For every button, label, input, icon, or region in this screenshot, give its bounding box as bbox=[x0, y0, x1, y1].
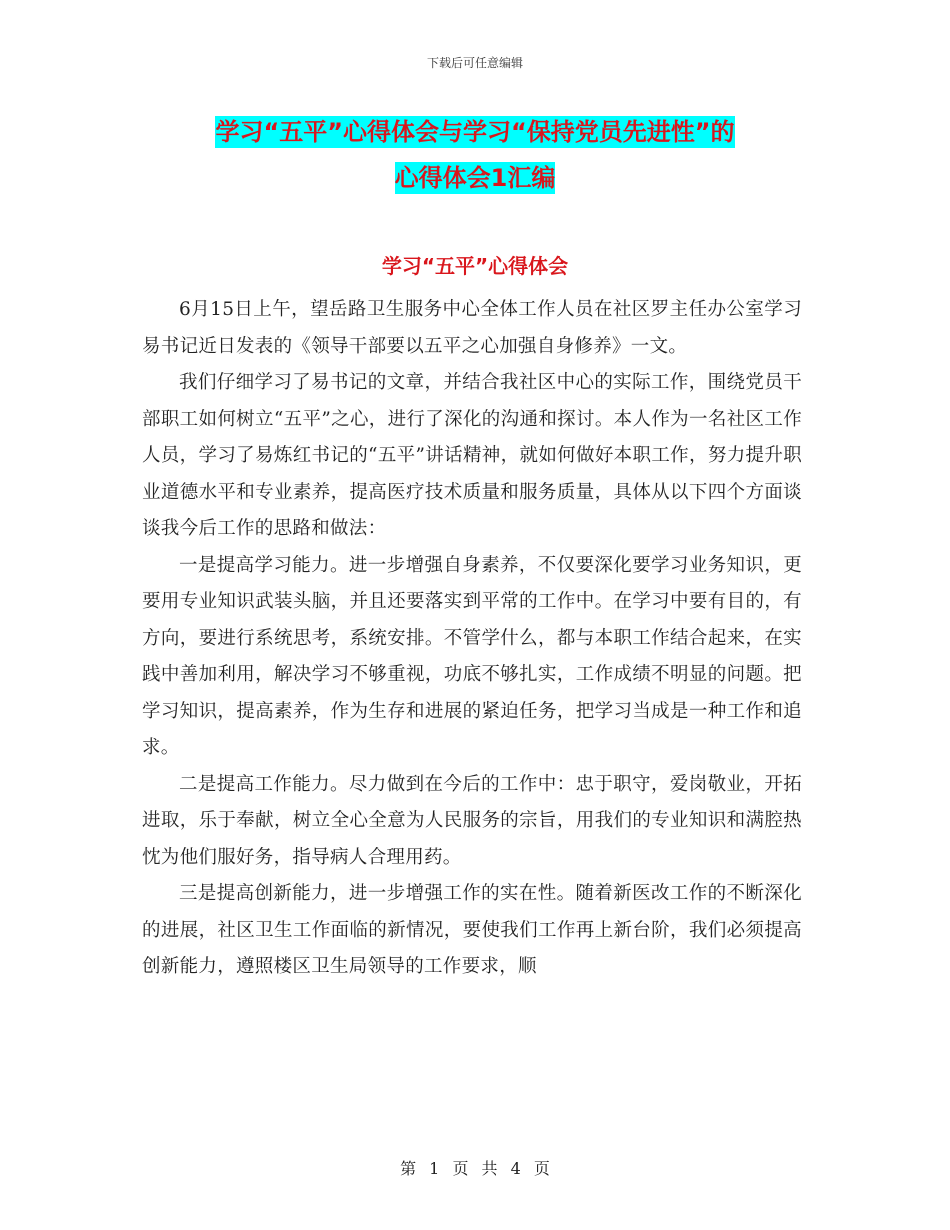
document-body bbox=[142, 292, 802, 986]
paragraph: 6月15日上午，望岳路卫生服务中心全体工作人员在社区罗主任办公室学习易书记近日发表的《领导干部要以五平之心加强自身修养》一文。 bbox=[142, 299, 802, 357]
paragraph: 我们仔细学习了易书记的文章，并结合我社区中心的实际工作，围绕党员干部职工如何树立“五平”之心，进行了深化的沟通和探讨。本人作为一名社区工作人员，学习了易炼红书记的“五平”讲话精神，就如何做好本职工作，努力提升职业道德水平和专业素养，提高医疗技术质量和服务质量，具体从以下四个方面谈谈我今后工作的思路和做法： bbox=[142, 372, 802, 539]
document-title-line-2: 心得体会1汇编 bbox=[394, 164, 556, 192]
paragraph: 一是提高学习能力。进一步增强自身素养，不仅要深化要学习业务知识，更要用专业知识武装头脑，并且还要落实到平常的工作中。在学习中要有目的，有方向，要进行系统思考，系统安排。不管学什么，都与本职工作结合起来，在实践中善加利用，解决学习不够重视，功底不够扎实，工作成绩不明显的问题。把学习知识，提高素养，作为生存和进展的紧迫任务，把学习当成是一种工作和追求。 bbox=[142, 554, 802, 758]
section-title: 学习“五平”心得体会 bbox=[381, 254, 569, 278]
page-footer: 第 1 页 共 4 页 bbox=[400, 1159, 550, 1178]
paragraph: 三是提高创新能力，进一步增强工作的实在性。随着新医改工作的不断深化的进展，社区卫生工作面临的新情况，要使我们工作再上新台阶，我们必须提高创新能力，遵照楼区卫生局领导的工作要求，顺 bbox=[142, 883, 802, 977]
page-header-note: 下载后可任意编辑 bbox=[426, 56, 523, 70]
paragraph: 二是提高工作能力。尽力做到在今后的工作中：忠于职守，爱岗敬业，开拓进取，乐于奉献，树立全心全意为人民服务的宗旨，用我们的专业知识和满腔热忱为他们服好务，指导病人合理用药。 bbox=[142, 773, 802, 868]
document-title-line-1: 学习“五平”心得体会与学习“保持党员先进性”的 bbox=[215, 118, 735, 146]
